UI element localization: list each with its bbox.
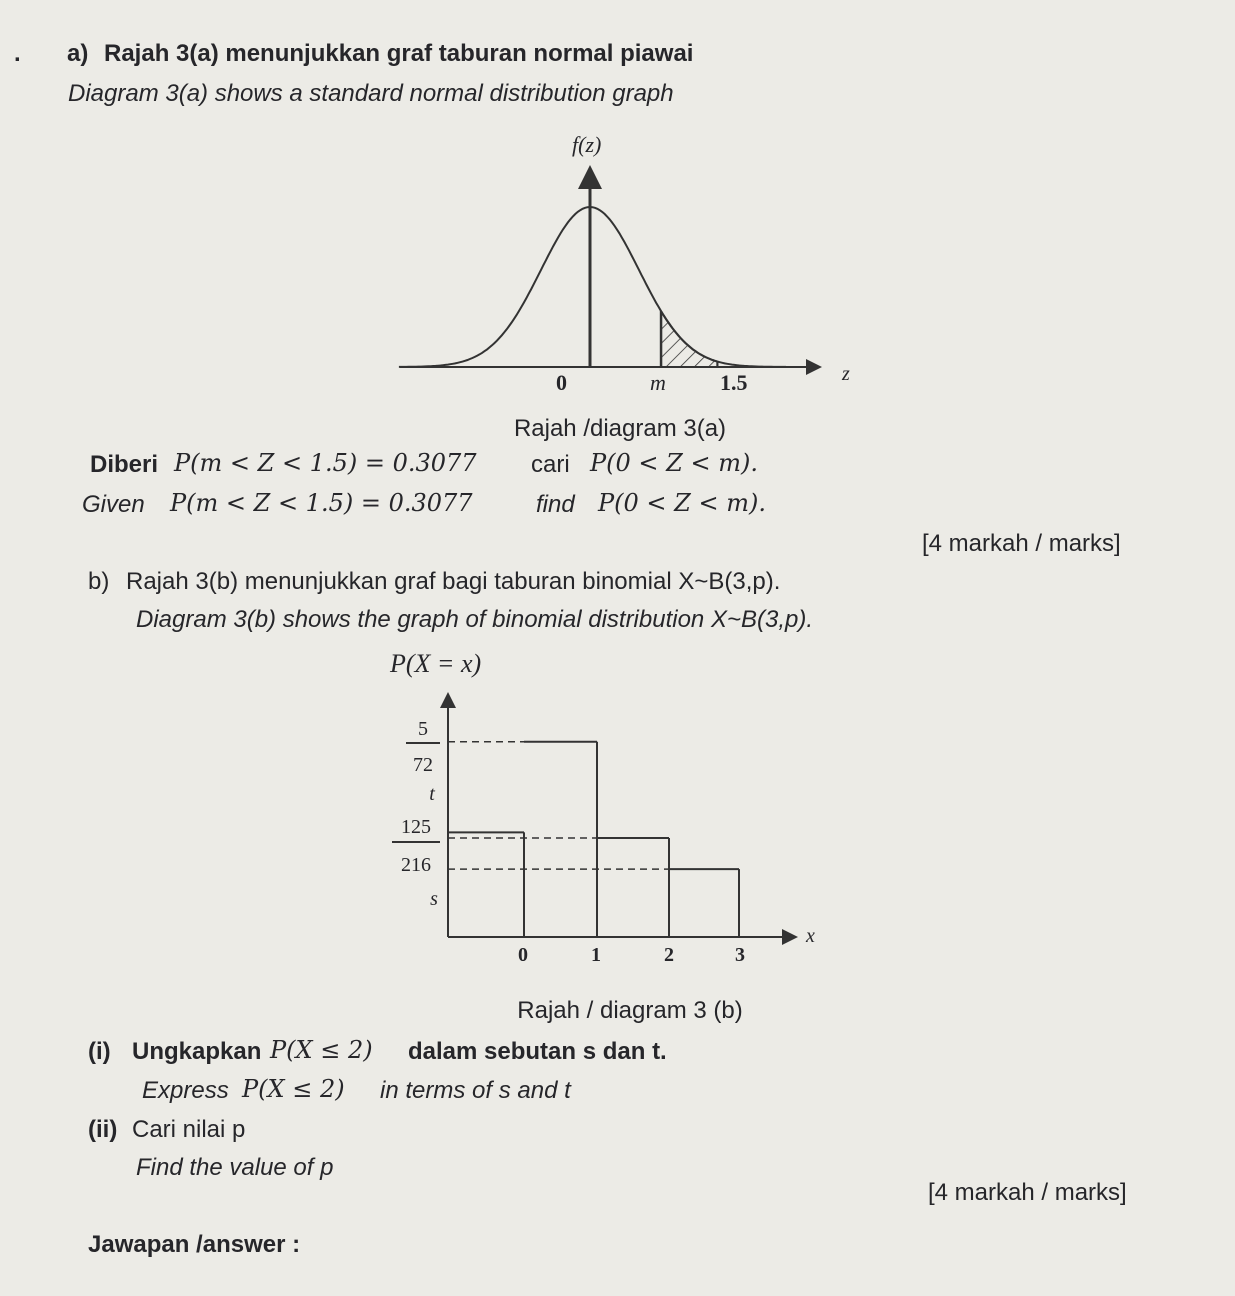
label-72-denominator: 72 bbox=[413, 754, 433, 776]
given-expression-ms: P(m < Z < 1.5) = 0.3077 bbox=[174, 449, 477, 477]
part-a-marks: [4 markah / marks] bbox=[922, 530, 1121, 557]
part-a-label: a) bbox=[67, 40, 89, 67]
q2-ms: Cari nilai p bbox=[132, 1116, 246, 1143]
caption-diagram-3b: Rajah / diagram 3 (b) bbox=[517, 997, 743, 1024]
part-a-text-en: Diagram 3(a) shows a standard normal distribution graph bbox=[68, 80, 674, 107]
label-s: s bbox=[430, 888, 438, 910]
q2-en: Find the value of p bbox=[136, 1154, 334, 1181]
f-z-axis-label: f(z) bbox=[572, 132, 602, 157]
given-en-word: Given bbox=[82, 491, 145, 518]
find-ms-word: cari bbox=[531, 451, 570, 478]
label-125-numerator: 125 bbox=[401, 816, 431, 838]
q1-label: (i) bbox=[88, 1038, 111, 1065]
tick-label-m: m bbox=[650, 370, 666, 395]
find-en-word: find bbox=[536, 491, 575, 518]
q1-en-rest: in terms of s and t bbox=[380, 1077, 571, 1104]
x-tick-3: 3 bbox=[735, 944, 745, 966]
x-tick-0: 0 bbox=[518, 944, 528, 966]
x-tick-1: 1 bbox=[591, 944, 601, 966]
find-expression-en: P(0 < Z < m). bbox=[598, 489, 766, 517]
tick-label-1.5: 1.5 bbox=[720, 370, 748, 395]
given-ms-word: Diberi bbox=[90, 451, 159, 478]
caption-diagram-3a: Rajah /diagram 3(a) bbox=[513, 415, 727, 442]
part-b-text-ms: Rajah 3(b) menunjukkan graf bagi taburan binomial X~B(3,p). bbox=[126, 568, 781, 595]
x-tick-2: 2 bbox=[664, 944, 674, 966]
part-a-text-ms: Rajah 3(a) menunjukkan graf taburan normal piawai bbox=[104, 40, 694, 67]
x-axis-label: x bbox=[806, 925, 815, 947]
q1-expression-en: P(X ≤ 2) bbox=[242, 1075, 345, 1103]
label-t: t bbox=[429, 783, 435, 805]
q2-label: (ii) bbox=[88, 1116, 118, 1143]
z-axis-label: z bbox=[842, 363, 850, 385]
p-x-axis-label: P(X = x) bbox=[390, 649, 482, 678]
q1-expression-ms: P(X ≤ 2) bbox=[270, 1036, 373, 1064]
answer-label: Jawapan /answer : bbox=[88, 1231, 301, 1258]
label-216-denominator: 216 bbox=[401, 854, 431, 876]
part-b-text-en: Diagram 3(b) shows the graph of binomial distribution X~B(3,p). bbox=[136, 606, 813, 633]
label-5-numerator: 5 bbox=[418, 718, 428, 740]
part-b-marks: [4 markah / marks] bbox=[928, 1179, 1127, 1206]
find-expression-ms: P(0 < Z < m). bbox=[590, 449, 758, 477]
question-number: . bbox=[14, 40, 21, 67]
q1-en-word: Express bbox=[142, 1077, 229, 1104]
q1-ms-rest: dalam sebutan s dan t. bbox=[408, 1038, 667, 1065]
given-expression-en: P(m < Z < 1.5) = 0.3077 bbox=[170, 489, 473, 517]
tick-label-0: 0 bbox=[556, 370, 567, 395]
q1-ms-word: Ungkapkan bbox=[132, 1038, 262, 1065]
part-b-label: b) bbox=[88, 568, 110, 595]
